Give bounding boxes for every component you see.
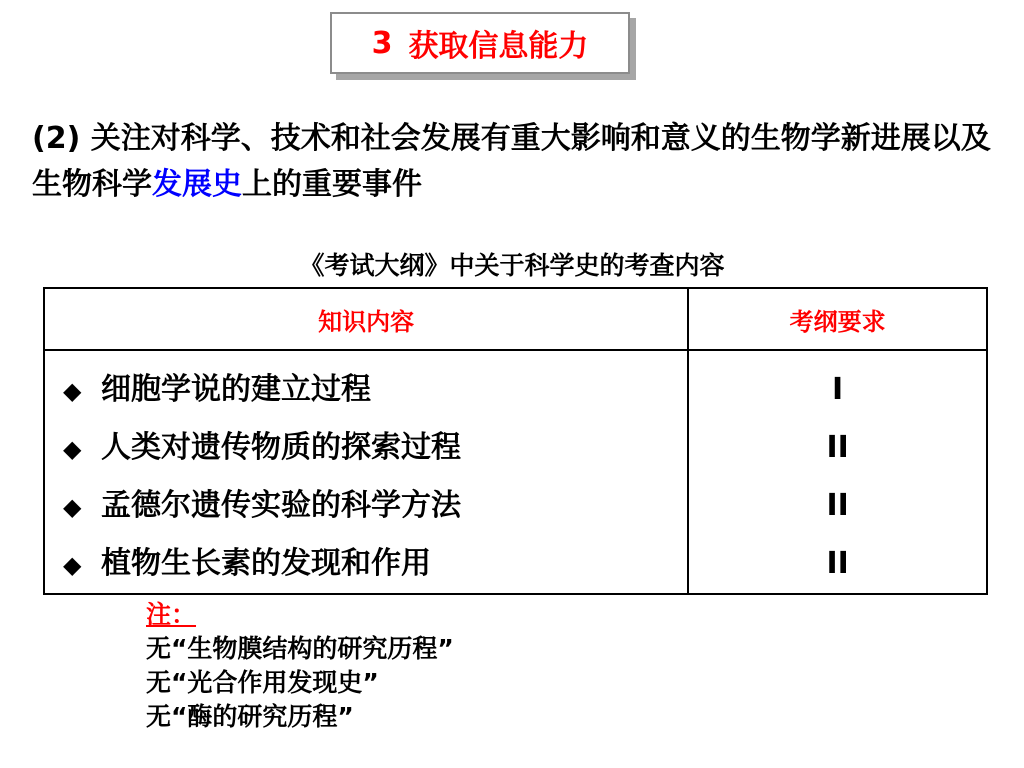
diamond-bullet-icon: ◆	[63, 493, 82, 521]
slide-title-number: 3	[371, 25, 393, 61]
list-item	[63, 535, 687, 593]
requirement-level: II	[826, 546, 849, 581]
knowledge-items-cell	[44, 350, 688, 594]
knowledge-item-text: 人类对遗传物质的探索过程	[101, 430, 461, 465]
section-heading-text-end: 上的重要事件	[242, 167, 422, 202]
section-heading-highlight: 发展史	[152, 167, 242, 202]
requirements-table	[43, 287, 988, 595]
table-header-row	[44, 288, 987, 350]
knowledge-item-text: 孟德尔遗传实验的科学方法	[101, 488, 461, 523]
section-heading	[32, 116, 1002, 208]
list-item	[63, 419, 687, 477]
knowledge-item-text: 植物生长素的发现和作用	[101, 546, 431, 581]
requirement-level: II	[826, 430, 849, 465]
list-item	[63, 477, 687, 535]
note-line: 无“生物膜结构的研究历程”	[146, 634, 454, 663]
diamond-bullet-icon: ◆	[63, 551, 82, 579]
knowledge-item-list	[45, 351, 687, 593]
requirement-levels-cell	[688, 350, 987, 594]
slide-title	[330, 12, 630, 74]
requirement-level-list	[689, 351, 986, 593]
note-block	[146, 598, 454, 734]
note-line: 无“光合作用发现史”	[146, 668, 379, 697]
table-body-row	[44, 350, 987, 594]
header-knowledge-content: 知识内容	[44, 288, 688, 350]
requirement-level: II	[826, 488, 849, 523]
slide-title-text: 获取信息能力	[408, 29, 589, 64]
requirement-level: I	[832, 372, 844, 407]
note-line: 无“酶的研究历程”	[146, 702, 354, 731]
list-item	[63, 361, 687, 419]
diamond-bullet-icon: ◆	[63, 435, 82, 463]
knowledge-item-text: 细胞学说的建立过程	[101, 372, 371, 407]
table-caption: 《考试大纲》中关于科学史的考查内容	[299, 251, 725, 280]
header-requirement-level: 考纲要求	[688, 288, 987, 350]
diamond-bullet-icon: ◆	[63, 377, 82, 405]
section-heading-text: (2) 关注对科学、技术和社会发展有重大影响和意义的生物学新进展以及生物科学	[32, 121, 991, 202]
note-title: 注：	[146, 600, 197, 629]
